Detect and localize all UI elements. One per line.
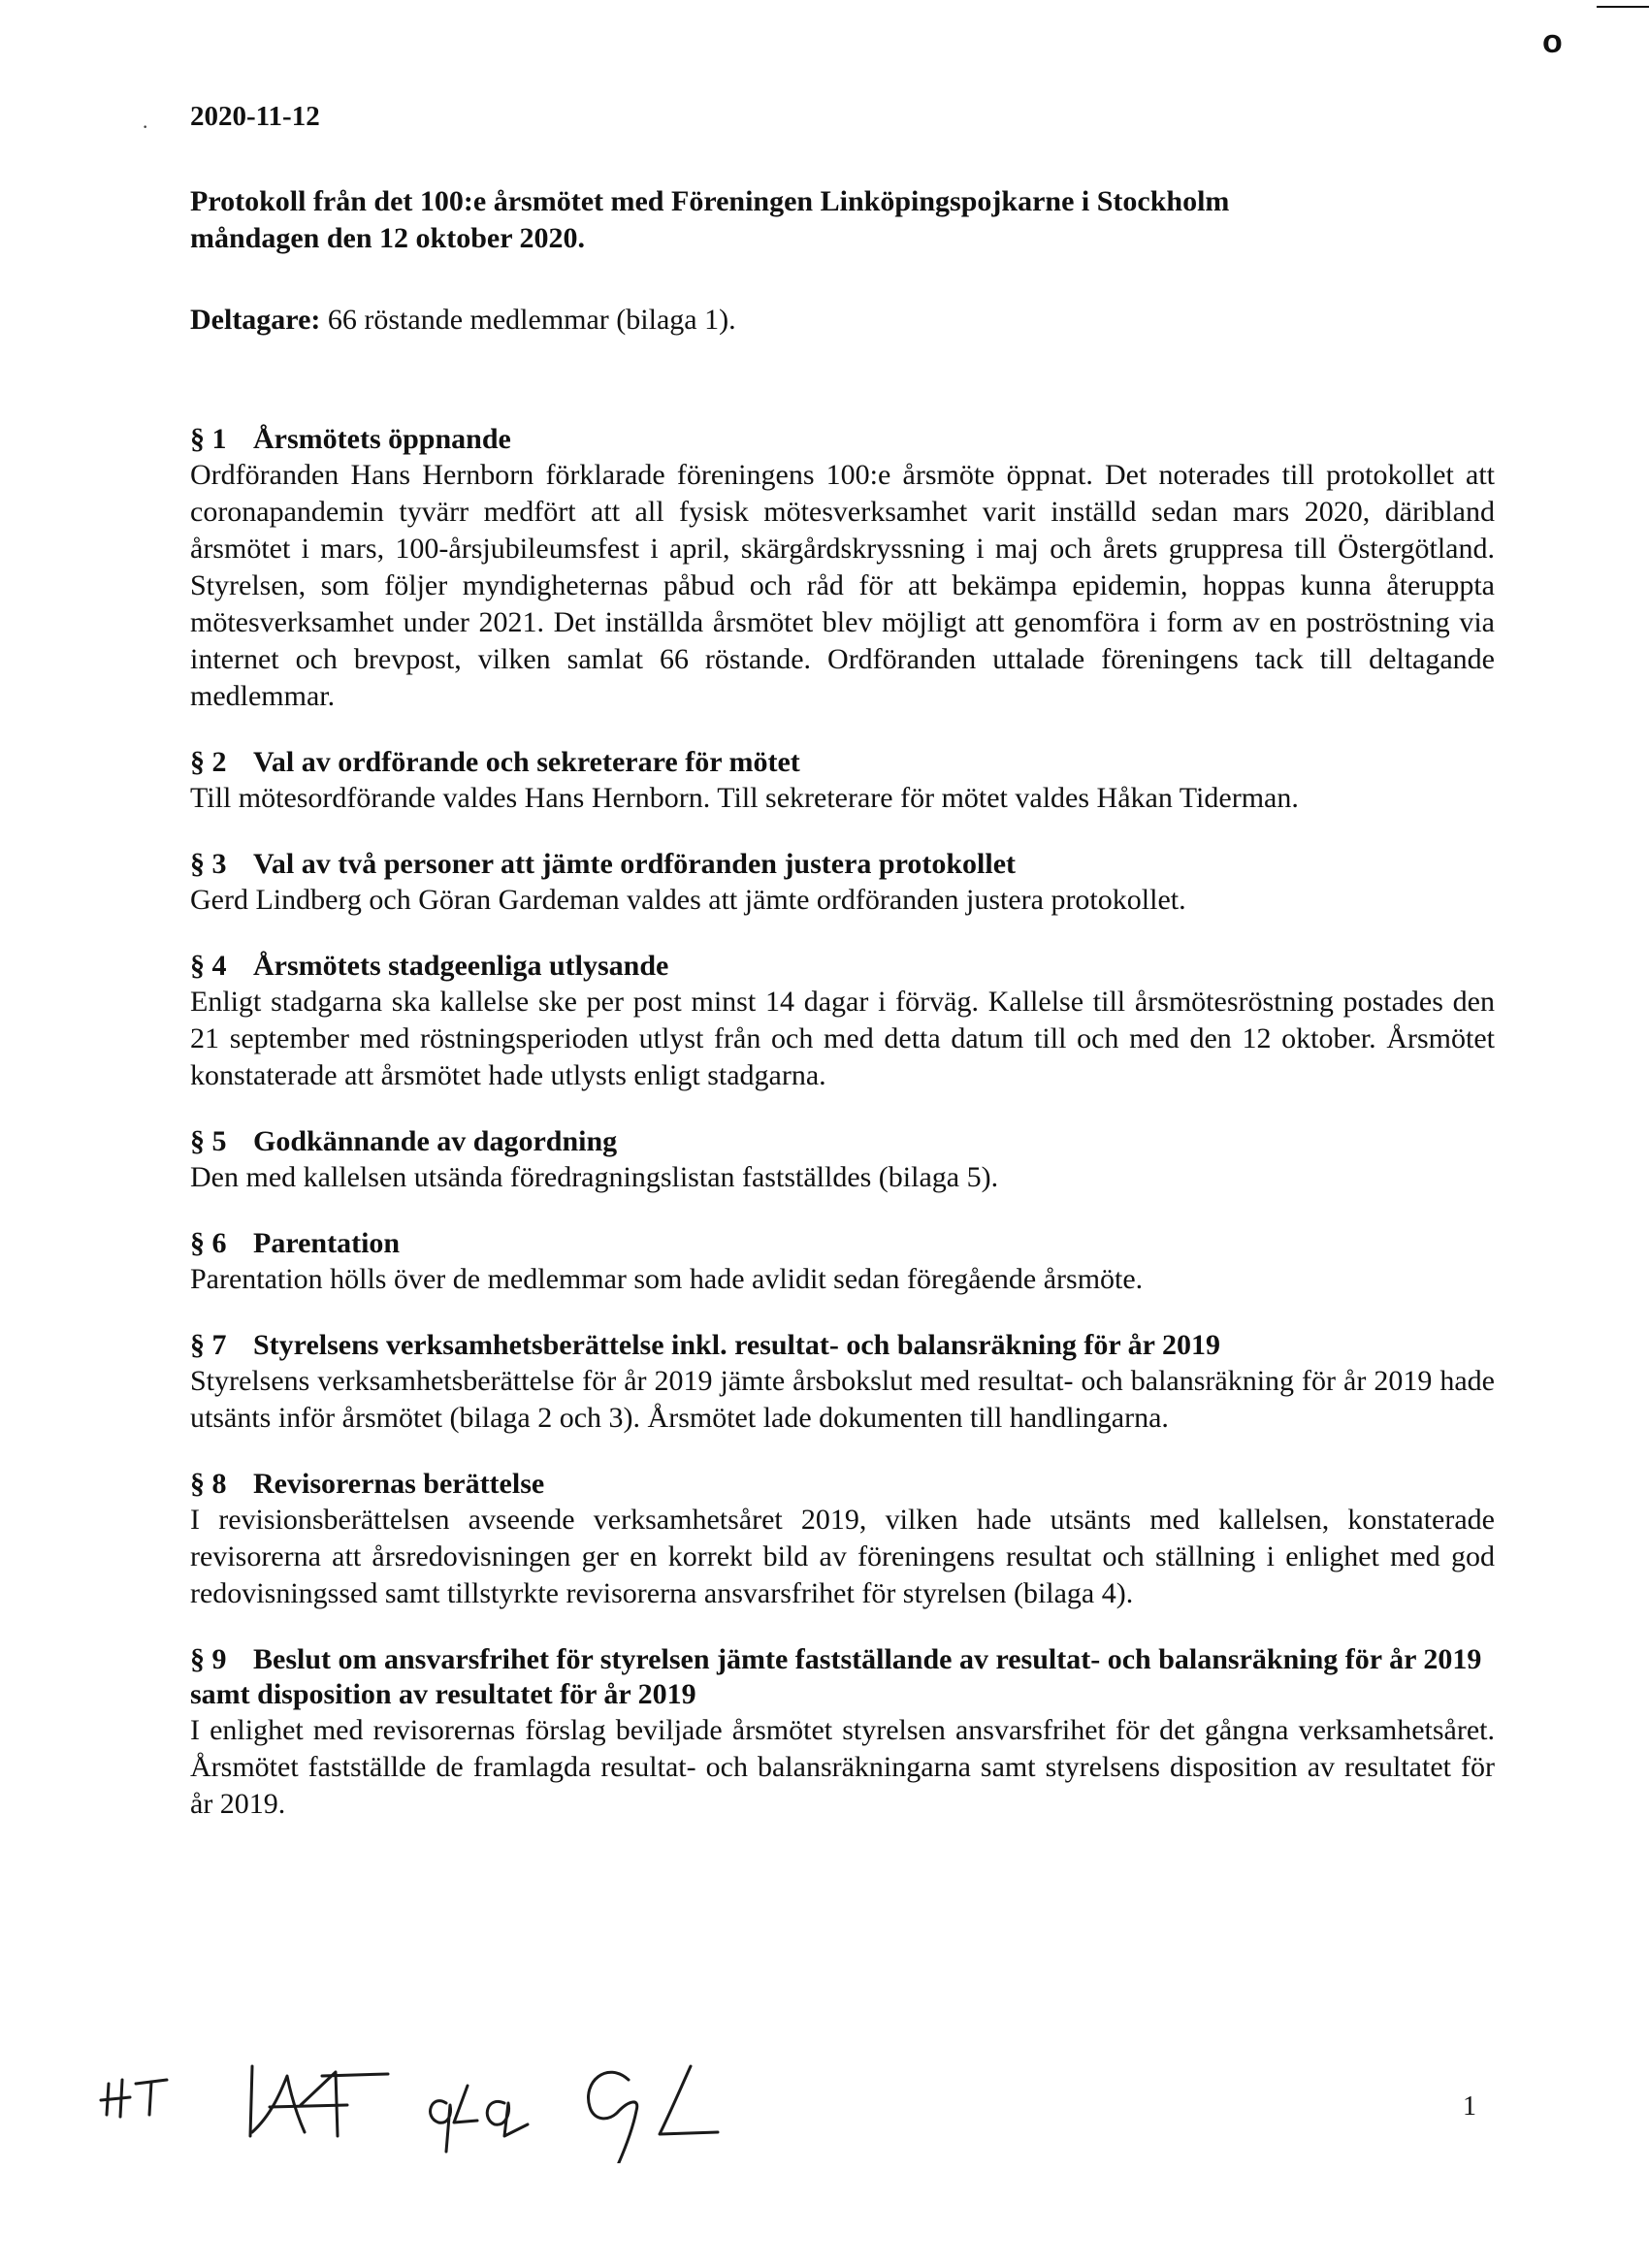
participants-text: 66 röstande medlemmar (bilaga 1). xyxy=(327,304,736,336)
section-number: § 3 xyxy=(190,848,227,880)
signature-gl xyxy=(589,2066,718,2163)
section-9 xyxy=(190,1642,1495,1823)
section-6 xyxy=(190,1226,1495,1298)
section-number: § 6 xyxy=(190,1227,227,1259)
corner-line xyxy=(1597,6,1649,8)
signature-hat xyxy=(250,2066,388,2136)
margin-dot: · xyxy=(142,114,149,139)
signature-ht xyxy=(101,2080,167,2117)
section-body: I revisionsberättelsen avseende verksamhetsåret 2019, vilken hade utsänts med kallelsen, konstaterade revisorerna att årsredovisningen ger en korrekt bild av föreningens resultat och ställning i enlighet med god redovisningssed samt tillstyrkte revisorerna ansvarsfrihet för styrelsen (bilaga 4). xyxy=(190,1504,1495,1609)
section-heading xyxy=(190,1226,1495,1261)
section-heading xyxy=(190,422,1495,457)
section-title: Årsmötets stadgeenliga utlysande xyxy=(253,950,669,982)
section-title: Parentation xyxy=(253,1227,401,1259)
section-heading xyxy=(190,847,1495,882)
document-date: 2020-11-12 xyxy=(190,101,320,132)
section-8 xyxy=(190,1467,1495,1612)
signature-glg xyxy=(431,2086,528,2152)
section-title: Val av ordförande och sekreterare för mötet xyxy=(253,746,800,778)
section-heading xyxy=(190,1124,1495,1159)
section-1 xyxy=(190,422,1495,715)
section-5 xyxy=(190,1124,1495,1196)
page-number: 1 xyxy=(1463,2091,1476,2122)
section-number: § 2 xyxy=(190,746,227,778)
section-heading xyxy=(190,1467,1495,1502)
section-title: Val av två personer att jämte ordföranden justera protokollet xyxy=(253,848,1017,880)
section-number: § 7 xyxy=(190,1329,227,1361)
section-heading xyxy=(190,949,1495,984)
section-body: Gerd Lindberg och Göran Gardeman valdes att jämte ordföranden justera protokollet. xyxy=(190,884,1186,916)
section-heading xyxy=(190,1642,1495,1712)
section-heading xyxy=(190,1328,1495,1363)
section-number: § 1 xyxy=(190,423,227,455)
section-body: Den med kallelsen utsända föredragningslistan fastställdes (bilaga 5). xyxy=(190,1161,999,1193)
title-line: Protokoll från det 100:e årsmötet med Föreningen Linköpingspojkarne i Stockholm xyxy=(190,185,1230,217)
section-heading xyxy=(190,745,1495,780)
section-body: I enlighet med revisorernas förslag beviljade årsmötet styrelsen ansvarsfrihet för det gångna verksamhetsåret. Årsmötet fastställde de framlagda resultat- och balansräkningarna samt styrelsens disposition av resultatet för år 2019. xyxy=(190,1714,1495,1820)
section-7 xyxy=(190,1328,1495,1437)
section-title: Revisorernas berättelse xyxy=(253,1468,545,1500)
corner-mark: o xyxy=(1542,23,1563,60)
section-body: Styrelsens verksamhetsberättelse för år 2019 jämte årsbokslut med resultat- och balansräkning för år 2019 hade utsänts inför årsmötet (bilaga 2 och 3). Årsmötet lade dokumenten till handlingarna. xyxy=(190,1365,1495,1434)
section-body: Enligt stadgarna ska kallelse ske per post minst 14 dagar i förväg. Kallelse till årsmötesröstning postades den 21 september med röstningsperioden utlyst från och med detta datum till och med den 12 oktober. Årsmötet konstaterade att årsmötet hade utlysts enligt stadgarna. xyxy=(190,986,1495,1091)
participants-line xyxy=(190,304,1495,337)
section-body: Till mötesordförande valdes Hans Hernborn. Till sekreterare för mötet valdes Håkan Tiderman. xyxy=(190,782,1299,814)
section-body: Ordföranden Hans Hernborn förklarade föreningens 100:e årsmöte öppnat. Det noterades till protokollet att coronapandemin tyvärr medfört att all fysisk mötesverksamhet varit inställd sedan mars 2020, däribland årsmötet i mars, 100-årsjubileumsfest i april, skärgårdskryssning i maj och årets gruppresa till Östergötland. Styrelsen, som följer myndigheternas påbud och råd för att bekämpa epidemin, hoppas kunna återuppta mötesverksamhet under 2021. Det inställda årsmötet blev möjligt att genomföra i form av en poströstning via internet och brevpost, vilken samlat 66 röstande. Ordföranden uttalade föreningens tack till deltagande medlemmar. xyxy=(190,459,1495,712)
section-number: § 8 xyxy=(190,1468,227,1500)
section-number: § 5 xyxy=(190,1125,227,1157)
section-title: Årsmötets öppnande xyxy=(253,423,511,455)
title-line: måndagen den 12 oktober 2020. xyxy=(190,222,585,254)
section-2 xyxy=(190,745,1495,817)
section-3 xyxy=(190,847,1495,919)
section-number: § 9 xyxy=(190,1643,227,1675)
section-number: § 4 xyxy=(190,950,227,982)
section-title: Styrelsens verksamhetsberättelse inkl. resultat- och balansräkning för år 2019 xyxy=(253,1329,1220,1361)
participants-label: Deltagare: xyxy=(190,304,321,336)
document-body xyxy=(190,101,1495,1853)
section-title: Beslut om ansvarsfrihet för styrelsen jämte fastställande av resultat- och balansräkning för år 2019 samt disposition av resultatet för år 2019 xyxy=(190,1643,1482,1710)
section-title: Godkännande av dagordning xyxy=(253,1125,618,1157)
signature-initials xyxy=(97,2047,854,2163)
section-body: Parentation hölls över de medlemmar som hade avlidit sedan föregående årsmöte. xyxy=(190,1263,1144,1295)
section-4 xyxy=(190,949,1495,1094)
document-title xyxy=(190,183,1495,257)
